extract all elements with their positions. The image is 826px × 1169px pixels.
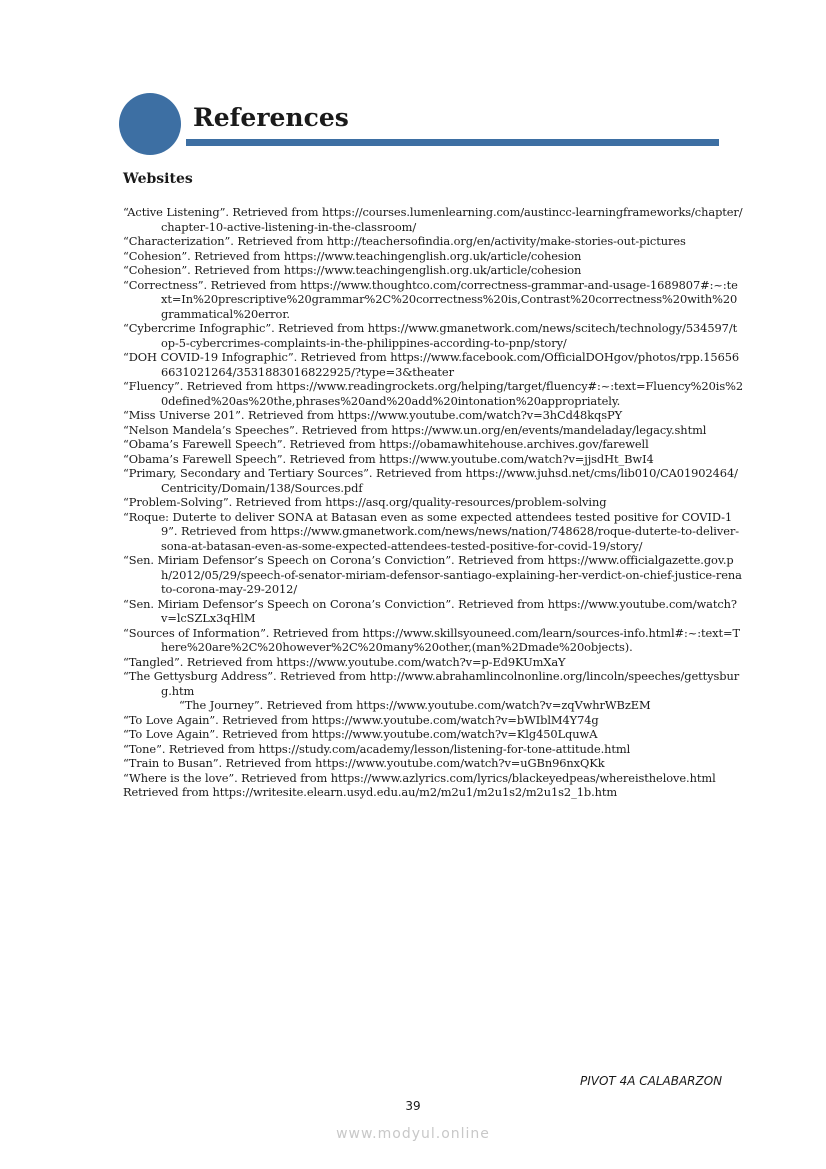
reference-item: “Roque: Duterte to deliver SONA at Batasan even as some expected attendees tested positive for COVID-19”. Retrieved from https://www.gmanetwork.com/news/news/nation/748628/roque-duterte-to-deliver-sona-at-batasan-even-as-some-expected-attendees-tested-positive-for-covid-19/story/ (123, 509, 739, 553)
reference-item: “The Gettysburg Address”. Retrieved from http://www.abrahamlincolnonline.org/lincoln/speeches/gettysburg.htm (123, 669, 740, 698)
reference-item: Retrieved from https://writesite.elearn.usyd.edu.au/m2/m2u1/m2u1s2/m2u1s2_1b.htm (123, 785, 618, 799)
watermark-text: www.modyul.online (336, 1126, 490, 1142)
header-circle-decoration (119, 93, 181, 155)
reference-item: “Tangled”. Retrieved from https://www.youtube.com/watch?v=p-Ed9KUmXaY (123, 654, 566, 669)
footer-region-label: PIVOT 4A CALABARZON (580, 1074, 723, 1088)
section-heading-websites: Websites (123, 171, 193, 187)
reference-item: “Sources of Information”. Retrieved from https://www.skillsyouneed.com/learn/sources-info.html#:~:text=There%20are%2C%20however%2C%20many%20other,(man%2Dmade%20objects). (123, 625, 740, 654)
reference-item: “Sen. Miriam Defensor’s Speech on Corona’s Conviction”. Retrieved from https://www.officialgazette.gov.ph/2012/05/29/speech-of-senator-miriam-defensor-santiago-explaining-her-verdict-on-chief-justice-renato-corona-may-29-2012/ (123, 553, 742, 596)
reference-item: “Active Listening”. Retrieved from https://courses.lumenlearning.com/austincc-learningframeworks/chapter/chapter-10-active-listening-in-the-classroom/ (123, 205, 743, 234)
reference-item: “Fluency”. Retrieved from https://www.readingrockets.org/helping/target/fluency#:~:text=Fluency%20is%20defined%20as%20the,phrases%20and%20add%20intonation%20appropriately. (123, 379, 743, 408)
reference-item: “To Love Again”. Retrieved from https://www.youtube.com/watch?v=bWIblM4Y74g (123, 712, 599, 727)
page-number: 39 (405, 1099, 421, 1113)
reference-item: “Correctness”. Retrieved from https://www.thoughtco.com/correctness-grammar-and-usage-1689807#:~:text=In%20prescriptive%20grammar%2C%20correctness%20is,Contrast%20correctness%20with%20grammatical%20error. (123, 277, 738, 321)
reference-item: “Characterization”. Retrieved from http://teachersofindia.org/en/activity/make-stories-out-pictures (123, 234, 686, 248)
reference-item: “Where is the love”. Retrieved from https://www.azlyrics.com/lyrics/blackeyedpeas/whereisthelove.html (123, 770, 716, 785)
reference-item: “Nelson Mandela’s Speeches”. Retrieved from https://www.un.org/en/events/mandeladay/legacy.shtml (123, 422, 707, 437)
reference-item: “The Journey”. Retrieved from https://www.youtube.com/watch?v=zqVwhrWBzEM (179, 698, 651, 712)
reference-item: “Tone”. Retrieved from https://study.com/academy/lesson/listening-for-tone-attitude.html (123, 741, 631, 756)
reference-item: “Cohesion”. Retrieved from https://www.teachingenglish.org.uk/article/cohesion (123, 248, 582, 263)
reference-item: “Obama’s Farewell Speech”. Retrieved from https://obamawhitehouse.archives.gov/farewell (123, 437, 649, 451)
reference-item: “Primary, Secondary and Tertiary Sources”. Retrieved from https://www.juhsd.net/cms/lib010/CA01902464/Centricity/Domain/138/Sources.pdf (123, 466, 738, 495)
reference-item: “Cohesion”. Retrieved from https://www.teachingenglish.org.uk/article/cohesion (123, 263, 582, 277)
reference-item: “Problem-Solving”. Retrieved from https://asq.org/quality-resources/problem-solving (123, 495, 607, 509)
page-title: References (193, 103, 349, 132)
reference-item: “Miss Universe 201”. Retrieved from https://www.youtube.com/watch?v=3hCd48kqsPY (123, 408, 623, 422)
reference-list (123, 205, 743, 800)
reference-item: “Train to Busan”. Retrieved from https://www.youtube.com/watch?v=uGBn96nxQKk (123, 756, 605, 770)
title-underline (186, 139, 719, 146)
reference-item: “DOH COVID-19 Infographic”. Retrieved from https://www.facebook.com/OfficialDOHgov/photos/rpp.156566631021264/3531883016822925/?type=3&theater (123, 350, 740, 379)
reference-item: “Sen. Miriam Defensor’s Speech on Corona’s Conviction”. Retrieved from https://www.youtube.com/watch?v=lcSZLx3qHlM (123, 596, 737, 625)
reference-item: “Obama’s Farewell Speech”. Retrieved from https://www.youtube.com/watch?v=jjsdHt_BwI4 (123, 451, 654, 466)
reference-item: “Cybercrime Infographic”. Retrieved from https://www.gmanetwork.com/news/scitech/technology/534597/top-5-cybercrimes-complaints-in-the-philippines-according-to-pnp/story/ (123, 321, 738, 350)
reference-item: “To Love Again”. Retrieved from https://www.youtube.com/watch?v=Klg450LquwA (123, 727, 598, 741)
